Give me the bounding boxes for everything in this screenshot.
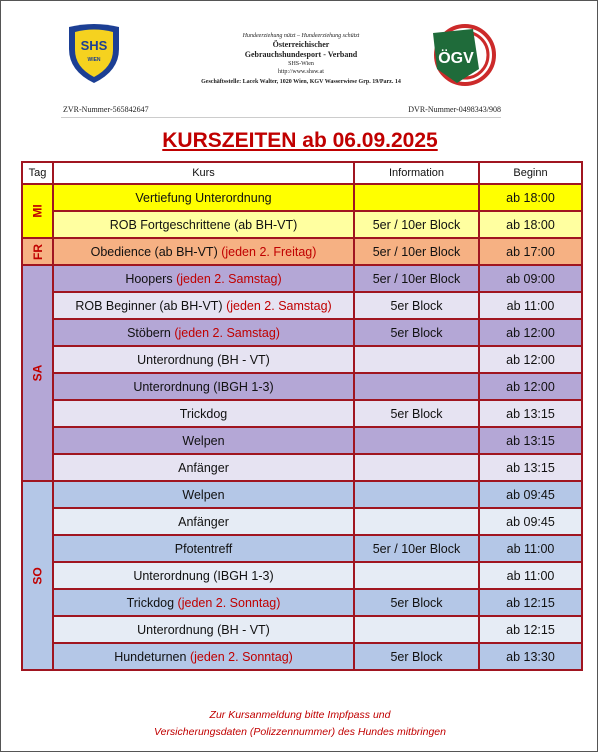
info-cell: [354, 481, 479, 508]
start-cell: ab 12:00: [479, 373, 582, 400]
dvr-number: DVR-Nummer-0498343/908: [408, 105, 501, 114]
course-cell: Stöbern (jeden 2. Samstag): [53, 319, 354, 346]
header-course: Kurs: [53, 162, 354, 184]
table-row: [22, 292, 582, 319]
course-cell: Unterordnung (BH - VT): [53, 616, 354, 643]
table-row: [22, 346, 582, 373]
info-cell: 5er Block: [354, 292, 479, 319]
course-cell: Welpen: [53, 427, 354, 454]
logo-right-text: ÖGV: [438, 50, 474, 67]
logo-left-sub: WIEN: [87, 57, 101, 63]
table-row: [22, 427, 582, 454]
info-cell: 5er / 10er Block: [354, 211, 479, 238]
footer-line-1: Zur Kursanmeldung bitte Impfpass und: [209, 709, 391, 721]
table-row: [22, 184, 582, 211]
course-note: (jeden 2. Samstag): [176, 271, 282, 286]
info-cell: [354, 373, 479, 400]
header-day: Tag: [22, 162, 53, 184]
day-label-sa: SA: [30, 364, 45, 382]
info-cell: 5er Block: [354, 319, 479, 346]
course-cell: Unterordnung (IBGH 1-3): [53, 562, 354, 589]
page-title: KURSZEITEN ab 06.09.2025: [162, 129, 438, 152]
start-cell: ab 18:00: [479, 211, 582, 238]
start-cell: ab 17:00: [479, 238, 582, 265]
course-note: (jeden 2. Sonntag): [177, 595, 281, 610]
office-address: Geschäftsstelle: Lacek Walter, 1020 Wien, KGV Wasserwiese Grp. 19/Parz. 14: [201, 79, 401, 85]
start-cell: ab 09:45: [479, 481, 582, 508]
oegv-logo: [427, 23, 499, 87]
course-note: (jeden 2. Samstag): [226, 298, 332, 313]
header-start: Beginn: [479, 162, 582, 184]
schedule-table: [21, 161, 583, 671]
table-row: [22, 400, 582, 427]
course-cell: Anfänger: [53, 508, 354, 535]
info-cell: 5er Block: [354, 643, 479, 670]
start-cell: ab 12:00: [479, 319, 582, 346]
footer-line-2: Versicherungsdaten (Polizzennummer) des Hundes mitbringen: [153, 726, 446, 738]
table-row: [22, 238, 582, 265]
course-cell: Trickdog (jeden 2. Sonntag): [53, 589, 354, 616]
table-header-row: [22, 162, 582, 184]
start-cell: ab 11:00: [479, 535, 582, 562]
info-cell: [354, 508, 479, 535]
course-cell: Pfotentreff: [53, 535, 354, 562]
start-cell: ab 09:00: [479, 265, 582, 292]
start-cell: ab 18:00: [479, 184, 582, 211]
divider: [61, 117, 501, 118]
info-cell: 5er / 10er Block: [354, 265, 479, 292]
day-cell-sa: [22, 265, 53, 481]
start-cell: ab 11:00: [479, 562, 582, 589]
table-row: [22, 535, 582, 562]
tagline: Hundeerziehung nützt – Hundeerziehung schützt: [242, 33, 360, 39]
info-cell: 5er / 10er Block: [354, 535, 479, 562]
table-row: [22, 616, 582, 643]
footer-note: [1, 707, 598, 741]
org-short: SHS-Wien: [288, 61, 314, 67]
course-cell: Obedience (ab BH-VT) (jeden 2. Freitag): [53, 238, 354, 265]
website: http://www.shsw.at: [278, 69, 324, 75]
table-row: [22, 319, 582, 346]
info-cell: 5er / 10er Block: [354, 238, 479, 265]
start-cell: ab 13:15: [479, 427, 582, 454]
course-cell: ROB Beginner (ab BH-VT) (jeden 2. Samstag): [53, 292, 354, 319]
table-row: [22, 643, 582, 670]
course-note: (jeden 2. Sonntag): [189, 649, 293, 664]
start-cell: ab 11:00: [479, 292, 582, 319]
start-cell: ab 13:15: [479, 454, 582, 481]
course-cell: Welpen: [53, 481, 354, 508]
table-row: [22, 562, 582, 589]
info-cell: [354, 427, 479, 454]
course-cell: ROB Fortgeschrittene (ab BH-VT): [53, 211, 354, 238]
info-cell: [354, 562, 479, 589]
organization-block: [171, 32, 431, 86]
zvr-number: ZVR-Nummer-565842647: [63, 105, 149, 114]
header-info: Information: [354, 162, 479, 184]
start-cell: ab 13:15: [479, 400, 582, 427]
info-cell: [354, 616, 479, 643]
start-cell: ab 12:00: [479, 346, 582, 373]
table-row: [22, 265, 582, 292]
logo-left-text: SHS: [80, 38, 108, 53]
course-cell: Anfänger: [53, 454, 354, 481]
day-label-so: SO: [30, 566, 45, 585]
course-cell: Hundeturnen (jeden 2. Sonntag): [53, 643, 354, 670]
letterhead: [1, 1, 598, 121]
info-cell: 5er Block: [354, 589, 479, 616]
day-cell-mi: [22, 184, 53, 238]
info-cell: [354, 346, 479, 373]
day-cell-fr: [22, 238, 53, 265]
start-cell: ab 13:30: [479, 643, 582, 670]
info-cell: 5er Block: [354, 400, 479, 427]
course-cell: Trickdog: [53, 400, 354, 427]
table-row: [22, 211, 582, 238]
course-note: (jeden 2. Freitag): [221, 244, 317, 259]
table-row: [22, 481, 582, 508]
course-cell: Vertiefung Unterordnung: [53, 184, 354, 211]
day-label-mi: MI: [30, 204, 45, 218]
start-cell: ab 12:15: [479, 616, 582, 643]
start-cell: ab 09:45: [479, 508, 582, 535]
course-note: (jeden 2. Samstag): [174, 325, 280, 340]
info-cell: [354, 454, 479, 481]
table-row: [22, 373, 582, 400]
start-cell: ab 12:15: [479, 589, 582, 616]
info-cell: [354, 184, 479, 211]
org-line-2: Gebrauchshundesport - Verband: [244, 50, 358, 59]
course-cell: Hoopers (jeden 2. Samstag): [53, 265, 354, 292]
day-label-fr: FR: [30, 243, 45, 260]
day-cell-so: [22, 481, 53, 670]
course-cell: Unterordnung (BH - VT): [53, 346, 354, 373]
course-cell: Unterordnung (IBGH 1-3): [53, 373, 354, 400]
table-row: [22, 589, 582, 616]
table-row: [22, 454, 582, 481]
shs-wien-logo: [65, 23, 123, 85]
table-row: [22, 508, 582, 535]
org-line-1: Österreichischer: [272, 40, 330, 49]
